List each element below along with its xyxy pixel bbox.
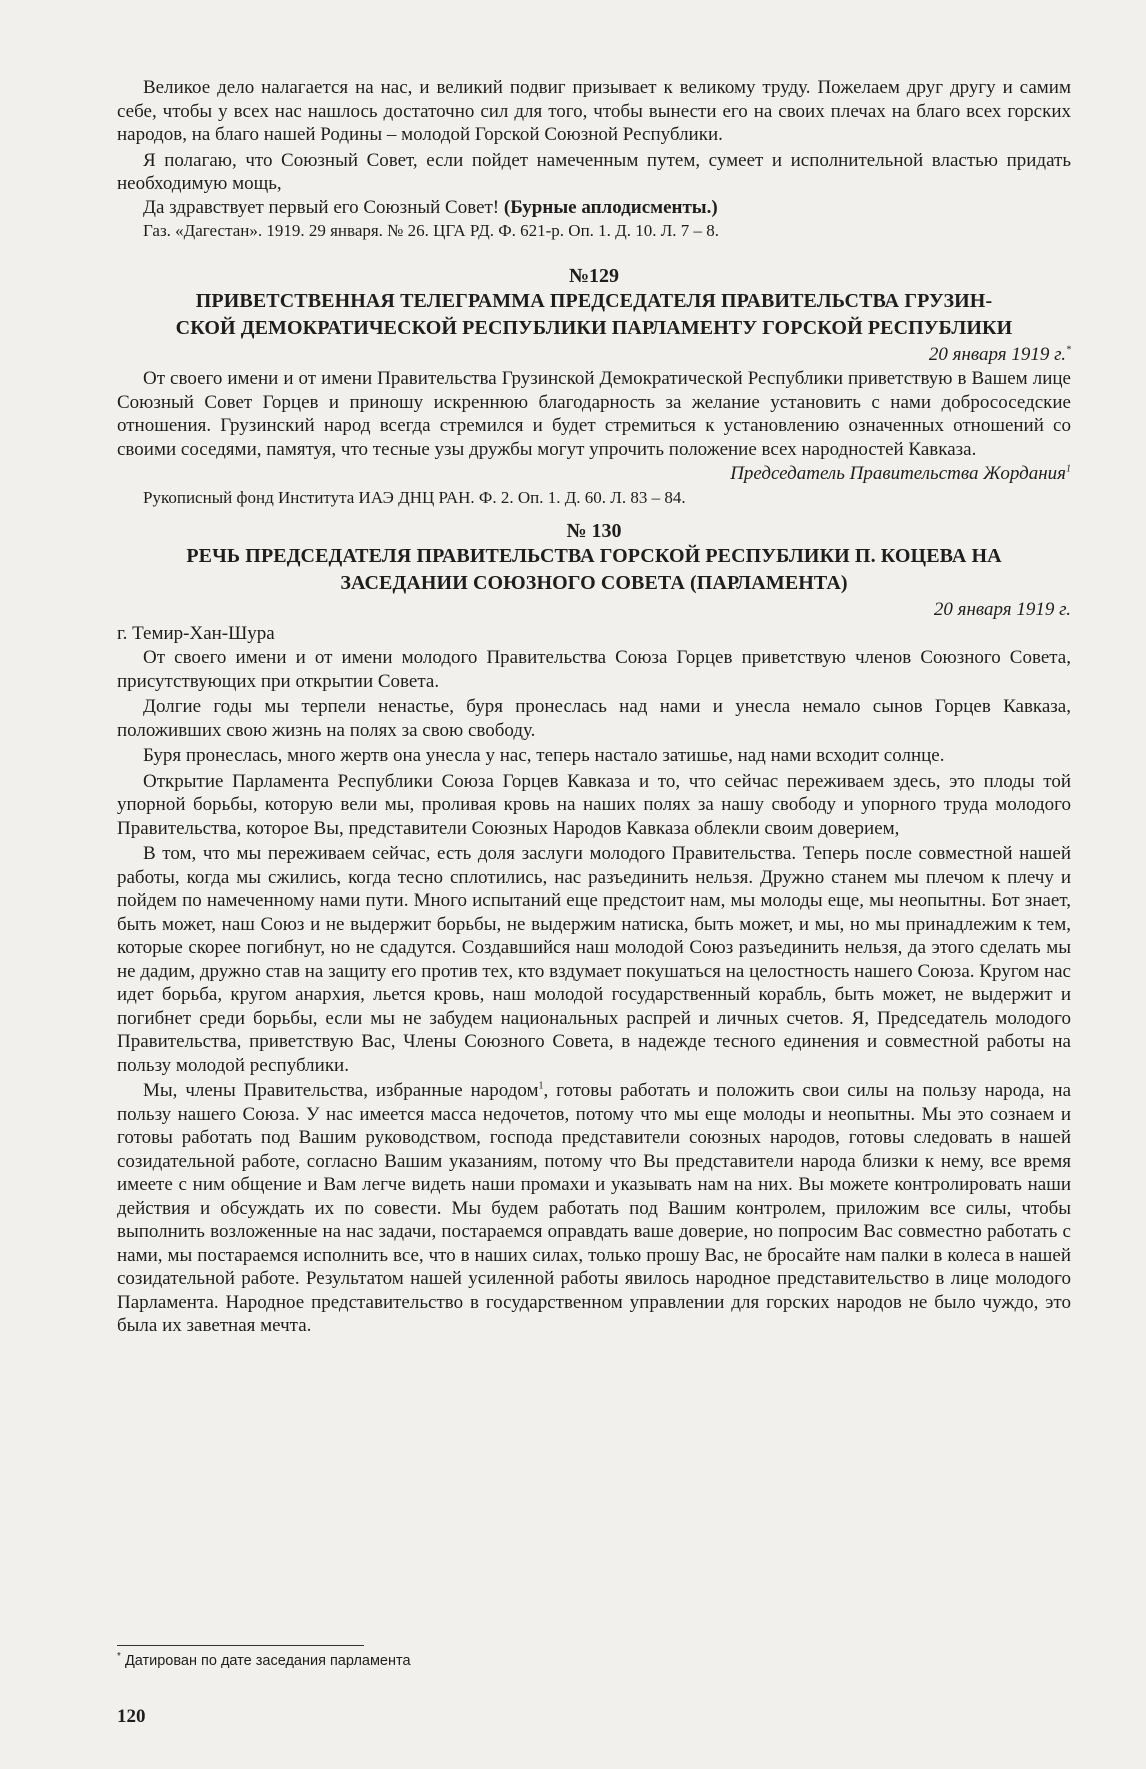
page-number: 120 — [117, 1706, 146, 1727]
doc130-p6-footnote-mark: 1 — [538, 1080, 544, 1092]
doc130-number: № 130 — [566, 520, 622, 542]
doc129-title-line1: ПРИВЕТСТВЕННАЯ ТЕЛЕГРАММА ПРЕДСЕДАТЕЛЯ ПРАВИТЕЛЬСТВА ГРУЗИН- — [195, 290, 993, 312]
doc130-paragraph-2: Долгие годы мы терпели ненастье, буря пронеслась над нами и унесла немало сынов Горцев Кавказа, положивших свою жизнь на полях за свою свободу. — [117, 696, 1071, 741]
intro-paragraph-1: Великое дело налагается на нас, и великий подвиг призывает к великому труду. Пожелаем друг другу и самим себе, чтобы у всех нас нашлось достаточно сил для того, чтобы вынести его на своих плечах на благо всех горских народов, на благо нашей Родины – молодой Горской Союзной Республики. — [117, 77, 1071, 145]
doc129-source: Рукописный фонд Института ИАЭ ДНЦ РАН. Ф. 2. Оп. 1. Д. 60. Л. 83 – 84. — [143, 488, 686, 507]
footnote-mark: * — [117, 1651, 121, 1663]
doc130-paragraph-1: От своего имени и от имени молодого Правительства Союза Горцев приветствую членов Союзного Совета, присутствующих при открытии Совета. — [117, 647, 1071, 692]
doc129-date-mark: * — [1066, 344, 1071, 356]
doc129-date-text: 20 января 1919 г. — [928, 344, 1066, 365]
doc129-title-line2: СКОЙ ДЕМОКРАТИЧЕСКОЙ РЕСПУБЛИКИ ПАРЛАМЕНТУ ГОРСКОЙ РЕСПУБЛИКИ — [175, 317, 1013, 339]
doc130-paragraph-4: Открытие Парламента Республики Союза Горцев Кавказа и то, что сейчас переживаем здесь, это плоды той упорной борьбы, которую вели мы, проливая кровь на наших полях за нашу свободу и упорного труда молодого Правительства, которое Вы, представители Союзных Народов Кавказа облекли своим доверием, — [117, 770, 1071, 839]
intro-paragraph-2: Я полагаю, что Союзный Совет, если пойдет намеченным путем, сумеет и исполнительной властью придать необходимую мощь, — [117, 149, 1071, 194]
footnote — [117, 1653, 411, 1669]
doc129-signature — [117, 461, 1071, 486]
doc130-p6-start: Мы, члены Правительства, избранные народом — [143, 1080, 539, 1101]
doc129-signature-text: Председатель Правительства Жордания — [730, 463, 1066, 484]
doc129-signature-mark: 1 — [1066, 463, 1071, 475]
doc130-paragraph-6 — [117, 1079, 1071, 1338]
footnote-text: Датирован по дате заседания парламента — [124, 1653, 411, 1669]
doc130-title-line2: ЗАСЕДАНИИ СОЮЗНОГО СОВЕТА (ПАРЛАМЕНТА) — [340, 572, 848, 594]
doc130-p6-rest: , готовы работать и положить свои силы на пользу народа, на пользу нашего Союза. У нас имеется масса недочетов, потому что мы еще молоды и неопытны. Мы это сознаем и готовы работать под Вашим руководством, господа представители союзных народов, готовы следовать в нашей созидательной работе, согласно Вашим указаниям, потому что Вы представители народа близки к нему, все время имеете с ним общение и Вам легче видеть наши промахи и указывать нам на них. Вы можете контролировать наши действия и обсуждать их по совести. Мы будем работать под Вашим контролем, приложим все силы, чтобы выполнить возложенные на нас задачи, постараемся оправдать ваше доверие, но попросим Вас совместно работать с нами, мы постараемся исполнить все, что в наших силах, только прошу Вас, не бросайте нам палки в колеса в нашей созидательной работе. Результатом нашей усиленной работы явилось народное представительство в лице молодого Парламента. Народное представительство в государственном управлении для горских народов не было чуждо, это была их заветная мечта. — [117, 1080, 1072, 1336]
intro-source: Газ. «Дагестан». 1919. 29 января. № 26. ЦГА РД. Ф. 621-р. Оп. 1. Д. 10. Л. 7 – 8. — [143, 221, 720, 240]
doc129-body: От своего имени и от имени Правительства Грузинской Демократической Республики приветствую в Вашем лице Союзный Совет Горцев и приношу искреннюю благодарность за желание установить с нами добрососедские отношения. Грузинский народ всегда стремился и будет стремиться к установлению означенных отношений со своими соседями, памятуя, что тесные узы дружбы могут упрочить положение всех народностей Кавказа. — [117, 368, 1071, 460]
doc129-date — [117, 342, 1071, 367]
doc130-paragraph-5: В том, что мы переживаем сейчас, есть доля заслуги молодого Правительства. Теперь после совместной нашей работы, когда мы сжились, когда тесно сплотились, нас разъединить нельзя. Дружно станем мы плечом к плечу и пойдем по намеченному нами пути. Много испытаний еще предстоит нам, мы молоды еще, мы неопытны. Бот знает, быть может, наш Союз и не выдержит борьбы, не выдержим натиска, быть может, и мы, но мы принадлежим к тем, которые скорее погибнут, но не сдадутся. Создавшийся наш молодой Союз разъединить нельзя, да этого сделать мы не дадим, дружно став на защиту его против тех, кто вздумает покушаться на целостность нашего Союза. Кругом нас идет борьба, кругом анархия, льется кровь, наш молодой государственный корабль, быть может, не выдержит и погибнет среди борьбы, если мы не забудем национальных распрей и личных счетов. Я, Председатель молодого Правительства, приветствую Вас, Члены Союзного Совета, в надежде тесного единения и совместной работы на пользу молодой республики. — [117, 843, 1071, 1076]
intro-paragraph-3 — [117, 196, 1071, 220]
doc130-paragraph-3: Буря пронеслась, много жертв она унесла у нас, теперь настало затишье, над нами всходит солнце. — [143, 745, 945, 766]
doc129-number: №129 — [568, 265, 620, 287]
intro-applause: (Бурные аплодисменты.) — [503, 196, 718, 218]
intro-cheer-text: Да здравствует первый его Союзный Совет! — [143, 196, 504, 218]
doc130-date: 20 января 1919 г. — [933, 599, 1071, 620]
doc130-place: г. Темир-Хан-Шура — [117, 623, 275, 644]
doc130-title-line1: РЕЧЬ ПРЕДСЕДАТЕЛЯ ПРАВИТЕЛЬСТВА ГОРСКОЙ РЕСПУБЛИКИ П. КОЦЕВА НА — [186, 545, 1002, 567]
footnote-divider — [117, 1645, 364, 1646]
